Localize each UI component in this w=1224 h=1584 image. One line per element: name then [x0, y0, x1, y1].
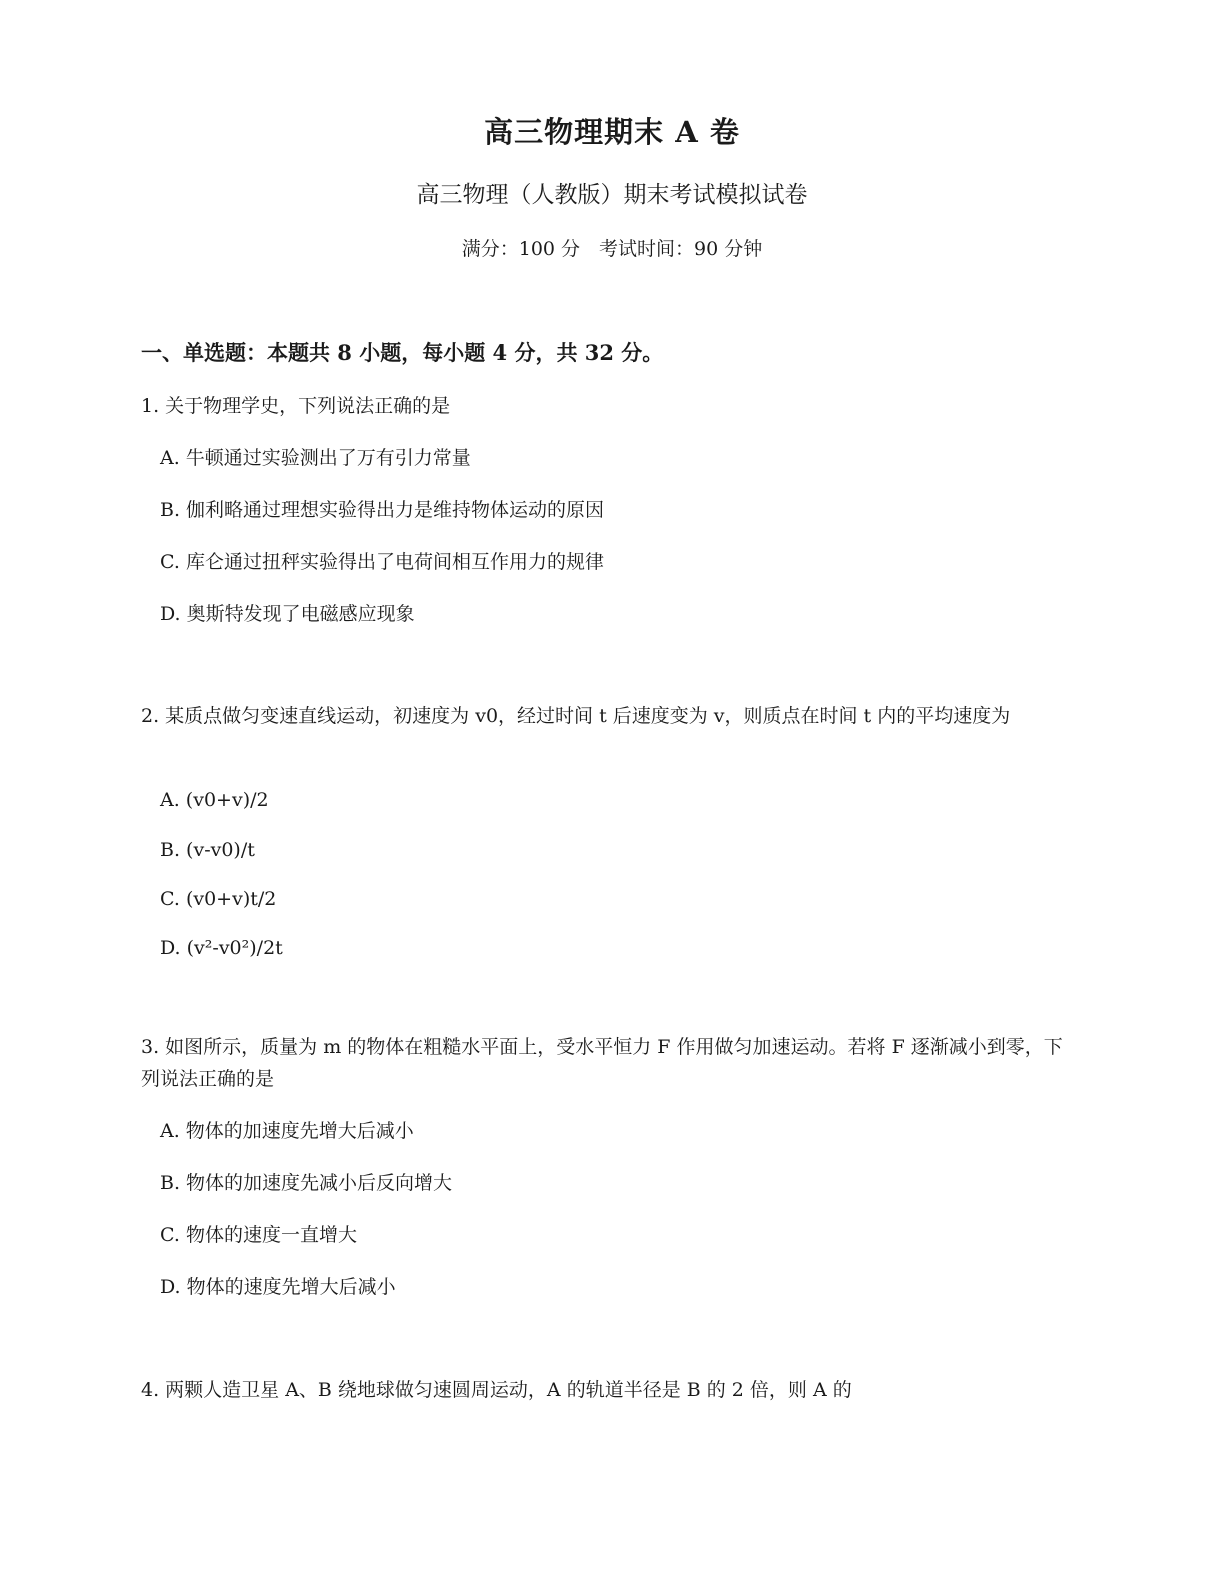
question-2-option-b: B. (v-v0)/t: [160, 839, 255, 861]
exam-subtitle: 高三物理（人教版）期末考试模拟试卷: [416, 182, 808, 208]
exam-title: 高三物理期末 A 卷: [484, 115, 740, 149]
question-1-option-b: B. 伽利略通过理想实验得出力是维持物体运动的原因: [160, 499, 605, 521]
question-1-stem: 1. 关于物理学史，下列说法正确的是: [141, 395, 451, 417]
question-1-option-a: A. 牛顿通过实验测出了万有引力常量: [160, 447, 471, 469]
question-2-stem: 2. 某质点做匀变速直线运动，初速度为 v0，经过时间 t 后速度变为 v，则质点在时间 t 内的平均速度为: [141, 705, 1011, 727]
question-3-option-a: A. 物体的加速度先增大后减小: [160, 1120, 414, 1142]
exam-meta: 满分：100 分 考试时间：90 分钟: [461, 238, 763, 260]
question-1-option-d: D. 奥斯特发现了电磁感应现象: [160, 603, 415, 625]
question-2-option-d: D. (v²-v0²)/2t: [160, 937, 283, 959]
question-3-option-c: C. 物体的速度一直增大: [160, 1224, 357, 1246]
question-3-option-d: D. 物体的速度先增大后减小: [160, 1276, 396, 1298]
question-2-option-c: C. (v0+v)t/2: [160, 888, 277, 910]
question-4-stem: 4. 两颗人造卫星 A、B 绕地球做匀速圆周运动，A 的轨道半径是 B 的 2 倍，则 A 的: [141, 1379, 852, 1401]
section-heading: 一、单选题：本题共 8 小题，每小题 4 分，共 32 分。: [141, 340, 664, 365]
question-2-option-a: A. (v0+v)/2: [160, 789, 269, 811]
question-3-option-b: B. 物体的加速度先减小后反向增大: [160, 1172, 453, 1194]
question-1-option-c: C. 库仑通过扭秤实验得出了电荷间相互作用力的规律: [160, 551, 604, 573]
question-3-stem: 3. 如图所示，质量为 m 的物体在粗糙水平面上，受水平恒力 F 作用做匀加速运动。若将 F 逐渐减小到零，下列说法正确的是: [141, 1036, 1063, 1090]
